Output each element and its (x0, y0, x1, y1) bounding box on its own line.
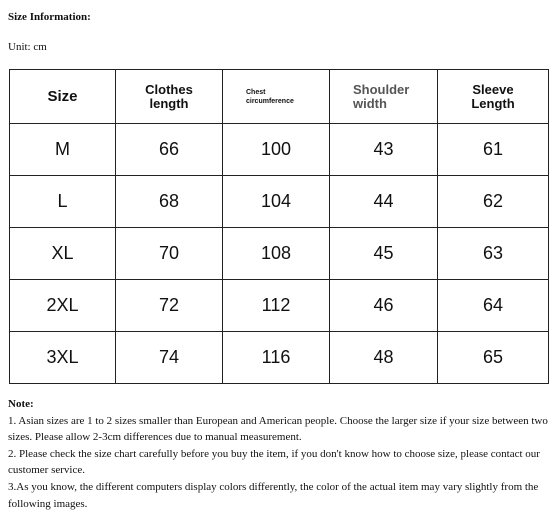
table-row (10, 228, 549, 280)
clothes-length-cell: 74 (116, 332, 223, 384)
clothes-length-cell: 68 (116, 176, 223, 228)
size-cell: 2XL (10, 280, 116, 332)
column-header-size: Size (10, 70, 116, 124)
sleeve-length-cell: 65 (438, 332, 549, 384)
size-cell: 3XL (10, 332, 116, 384)
chest-circumference-cell: 108 (223, 228, 330, 280)
note-item-3: 3.As you know, the different computers display colors differently, the color of the actual item may vary slightly from the following images. (8, 480, 539, 510)
notes-title: Note: (8, 398, 34, 410)
note-item-1: 1. Asian sizes are 1 to 2 sizes smaller than European and American people. Choose the larger size if your size between two sizes. Please allow 2-3cm differences due to manual measurement. (8, 414, 548, 444)
table-row (10, 280, 549, 332)
chest-circumference-cell: 116 (223, 332, 330, 384)
size-cell: XL (10, 228, 116, 280)
size-chart-table (9, 69, 549, 384)
table-row (10, 124, 549, 176)
column-header-clothes-length: Clothes length (116, 70, 223, 124)
size-cell: M (10, 124, 116, 176)
clothes-length-cell: 72 (116, 280, 223, 332)
table-header-row (10, 70, 549, 124)
column-header-sleeve-length: Sleeve Length (438, 70, 549, 124)
shoulder-width-cell: 48 (330, 332, 438, 384)
notes-section (8, 396, 550, 512)
sleeve-length-cell: 63 (438, 228, 549, 280)
sleeve-length-cell: 62 (438, 176, 549, 228)
shoulder-width-cell: 46 (330, 280, 438, 332)
clothes-length-cell: 70 (116, 228, 223, 280)
column-header-chest-circumference: Chest circumference (223, 70, 330, 124)
chest-circumference-cell: 100 (223, 124, 330, 176)
chest-circumference-cell: 112 (223, 280, 330, 332)
shoulder-width-cell: 44 (330, 176, 438, 228)
table-row (10, 176, 549, 228)
note-item-2: 2. Please check the size chart carefully before you buy the item, if you don't know how to choose size, please contact our customer service. (8, 447, 540, 477)
sleeve-length-cell: 64 (438, 280, 549, 332)
size-information-title: Size Information: (8, 11, 91, 23)
clothes-length-cell: 66 (116, 124, 223, 176)
unit-label: Unit: cm (8, 41, 47, 53)
column-header-shoulder-width: Shoulder width (330, 70, 438, 124)
shoulder-width-cell: 45 (330, 228, 438, 280)
size-cell: L (10, 176, 116, 228)
table-row (10, 332, 549, 384)
shoulder-width-cell: 43 (330, 124, 438, 176)
sleeve-length-cell: 61 (438, 124, 549, 176)
chest-circumference-cell: 104 (223, 176, 330, 228)
